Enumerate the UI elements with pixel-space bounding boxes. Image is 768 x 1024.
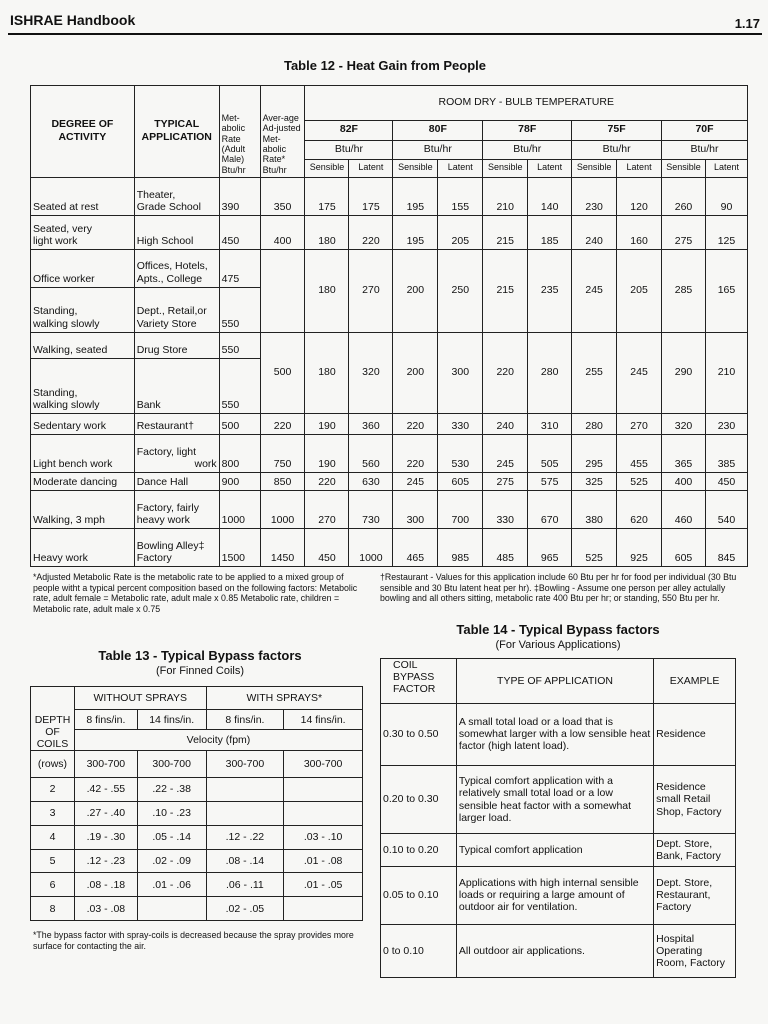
table-row — [31, 332, 748, 359]
cell-line: Seated at rest — [33, 200, 99, 213]
adjusted-rate-cell — [260, 249, 305, 332]
heat-gain-value: 630 — [349, 472, 393, 490]
heat-gain-value: 220 — [393, 414, 438, 434]
velocity-range: 300-700 — [206, 751, 284, 778]
application-type: Typical comfort application with a relatively small total load or a low sensible heat factor with a somewhat larger load. — [456, 765, 653, 834]
application-cell — [134, 215, 219, 249]
heat-gain-value: 180 — [305, 249, 349, 332]
heat-gain-value: 330 — [483, 491, 528, 529]
heat-gain-value: 280 — [528, 332, 572, 414]
heat-gain-value: 215 — [483, 215, 528, 249]
cell-line: Walking, seated — [33, 344, 108, 357]
heat-gain-value: 230 — [572, 178, 617, 216]
cell-line: work — [194, 457, 217, 470]
coil-depth-cell: 8 — [31, 897, 75, 921]
temp-78f: 78F — [483, 120, 572, 140]
application-example: Hospital Operating Room, Factory — [654, 924, 736, 977]
application-type: All outdoor air applications. — [456, 924, 653, 977]
bypass-factor-value: .12 - .22 — [206, 825, 284, 849]
cell-line: Walking, 3 mph — [33, 514, 105, 527]
table-row — [31, 801, 363, 825]
activity-cell — [31, 332, 135, 359]
table-12-body — [31, 178, 748, 567]
heat-gain-value: 220 — [349, 215, 393, 249]
heat-gain-value: 245 — [617, 332, 662, 414]
metabolic-rate-cell: 550 — [219, 332, 260, 359]
heat-gain-value: 845 — [705, 529, 747, 567]
adjusted-rate-cell: 1450 — [260, 529, 305, 567]
table-row — [381, 924, 736, 977]
heat-gain-value: 240 — [572, 215, 617, 249]
heat-gain-value: 245 — [572, 249, 617, 332]
sensible-label: Sensible — [483, 159, 528, 177]
table-13-body — [31, 778, 363, 921]
cell-line: heavy work — [136, 514, 190, 527]
heat-gain-value: 620 — [617, 491, 662, 529]
header-rule — [8, 33, 762, 35]
bypass-factor-value: .03 - .10 — [284, 825, 363, 849]
heat-gain-value: 505 — [528, 434, 572, 472]
heat-gain-value: 195 — [393, 215, 438, 249]
temp-80f: 80F — [393, 120, 483, 140]
heat-gain-value: 120 — [617, 178, 662, 216]
heat-gain-value: 205 — [438, 215, 483, 249]
activity-cell — [31, 359, 135, 414]
coil-depth-cell: 2 — [31, 778, 75, 802]
latent-label: Latent — [617, 159, 662, 177]
application-type: Typical comfort application — [456, 834, 653, 867]
activity-cell — [31, 434, 135, 472]
heat-gain-value: 260 — [662, 178, 706, 216]
bypass-factor-value: .05 - .14 — [137, 825, 206, 849]
adjusted-rate-cell: 1000 — [260, 491, 305, 529]
temp-75f: 75F — [572, 120, 662, 140]
table-12-footnote-right: †Restaurant - Values for this application include 60 Btu per hr for food per individual (30 Btu sensible and 30 Btu latent heat per hr). ‡Bowling - Assume one person per alley actulally bowling and all others sitting, metabolic rate 400 Btu per hr; or standing, 550 Btu per hr. — [380, 572, 737, 604]
bypass-factor-value: .12 - .23 — [74, 849, 137, 873]
velocity-range: 300-700 — [74, 751, 137, 778]
cell-line: Moderate dancing — [33, 476, 118, 489]
cell-line: Bowling Alley‡ — [136, 539, 205, 552]
bypass-factor-range: 0.30 to 0.50 — [381, 704, 457, 766]
heat-gain-value: 280 — [572, 414, 617, 434]
coil-depth-cell: 5 — [31, 849, 75, 873]
heat-gain-value: 240 — [483, 414, 528, 434]
heat-gain-value: 190 — [305, 414, 349, 434]
heat-gain-value: 205 — [617, 249, 662, 332]
heat-gain-value: 90 — [705, 178, 747, 216]
cell-line: Variety Store — [136, 317, 197, 330]
heat-gain-value: 400 — [662, 472, 706, 490]
coil-depth-cell: 4 — [31, 825, 75, 849]
heat-gain-value: 255 — [572, 332, 617, 414]
bypass-factor-value: .02 - .05 — [206, 897, 284, 921]
bypass-factor-value: .02 - .09 — [137, 849, 206, 873]
heat-gain-value: 380 — [572, 491, 617, 529]
table-row — [31, 249, 748, 287]
bypass-factor-value: .10 - .23 — [137, 801, 206, 825]
table-row — [381, 765, 736, 834]
activity-cell — [31, 287, 135, 332]
application-cell — [134, 287, 219, 332]
table-row — [31, 529, 748, 567]
metabolic-rate-cell: 1500 — [219, 529, 260, 567]
cell-line: Offices, Hotels, — [136, 260, 208, 273]
bypass-factor-range: 0.10 to 0.20 — [381, 834, 457, 867]
heat-gain-value: 605 — [438, 472, 483, 490]
page-number: 1.17 — [734, 16, 760, 31]
heat-gain-value: 360 — [349, 414, 393, 434]
fins-14-label: 14 fins/in. — [284, 709, 363, 730]
heat-gain-value: 485 — [483, 529, 528, 567]
adjusted-rate-cell: 400 — [260, 215, 305, 249]
heat-gain-value: 525 — [617, 472, 662, 490]
heat-gain-value: 730 — [349, 491, 393, 529]
cell-line: Light bench work — [33, 457, 113, 470]
unit-label: Btu/hr — [305, 141, 393, 159]
sensible-label: Sensible — [393, 159, 438, 177]
activity-cell — [31, 215, 135, 249]
bypass-factor-value — [284, 778, 363, 802]
bypass-factor-range: 0 to 0.10 — [381, 924, 457, 977]
temp-70f: 70F — [662, 120, 748, 140]
heat-gain-value: 300 — [438, 332, 483, 414]
application-example: Residence small Retail Shop, Factory — [654, 765, 736, 834]
bypass-factor-value: .06 - .11 — [206, 873, 284, 897]
coil-depth-cell: 3 — [31, 801, 75, 825]
heat-gain-value: 460 — [662, 491, 706, 529]
application-cell — [134, 249, 219, 287]
application-cell — [134, 414, 219, 434]
table-row — [31, 472, 748, 490]
table-row — [381, 704, 736, 766]
cell-line: Seated, very — [33, 222, 92, 235]
table-13-subtitle: (For Finned Coils) — [155, 665, 245, 677]
velocity-range: 300-700 — [284, 751, 363, 778]
heat-gain-value: 540 — [705, 491, 747, 529]
table-13-footnote: *The bypass factor with spray-coils is decreased because the spray provides more surface for contacting the air. — [33, 930, 354, 951]
heat-gain-value: 320 — [349, 332, 393, 414]
heat-gain-value: 140 — [528, 178, 572, 216]
bypass-factor-value — [137, 897, 206, 921]
heat-gain-value: 330 — [438, 414, 483, 434]
heat-gain-value: 185 — [528, 215, 572, 249]
velocity-range: 300-700 — [137, 751, 206, 778]
cell-line: High School — [136, 234, 194, 247]
heat-gain-value: 195 — [393, 178, 438, 216]
metabolic-rate-cell: 450 — [219, 215, 260, 249]
cell-line: Grade School — [136, 200, 201, 213]
heat-gain-value: 270 — [617, 414, 662, 434]
heat-gain-value: 245 — [483, 434, 528, 472]
latent-label: Latent — [528, 159, 572, 177]
heat-gain-value: 560 — [349, 434, 393, 472]
heat-gain-value: 245 — [393, 472, 438, 490]
col-adjusted-metabolic-rate: Aver-age Ad-justed Met-abolic Rate* Btu/hr — [260, 86, 305, 178]
adjusted-rate-cell: 500 — [260, 332, 305, 414]
adjusted-rate-cell: 350 — [260, 178, 305, 216]
application-cell — [134, 491, 219, 529]
bypass-factor-value: .27 - .40 — [74, 801, 137, 825]
heat-gain-value: 605 — [662, 529, 706, 567]
fins-8-label: 8 fins/in. — [74, 709, 137, 730]
heat-gain-value: 175 — [349, 178, 393, 216]
table-row — [31, 434, 748, 472]
cell-line: Dance Hall — [136, 476, 189, 489]
coil-depth-cell: 6 — [31, 873, 75, 897]
cell-line: Drug Store — [136, 344, 188, 357]
latent-label: Latent — [438, 159, 483, 177]
bypass-factor-value — [206, 778, 284, 802]
heat-gain-value: 190 — [305, 434, 349, 472]
table-row — [31, 178, 748, 216]
col-typical-application: TYPICAL APPLICATION — [134, 86, 219, 178]
heat-gain-value: 295 — [572, 434, 617, 472]
heat-gain-value: 530 — [438, 434, 483, 472]
unit-label: Btu/hr — [572, 141, 662, 159]
application-example: Dept. Store, Restaurant, Factory — [654, 867, 736, 924]
table-row — [31, 897, 363, 921]
heat-gain-value: 165 — [705, 249, 747, 332]
cell-line: light work — [33, 234, 78, 247]
heat-gain-value: 270 — [305, 491, 349, 529]
table-14-title: Table 14 - Typical Bypass factors — [456, 622, 660, 637]
metabolic-rate-cell: 1000 — [219, 491, 260, 529]
activity-cell — [31, 414, 135, 434]
heat-gain-value: 985 — [438, 529, 483, 567]
heat-gain-value: 455 — [617, 434, 662, 472]
application-cell — [134, 332, 219, 359]
table-row — [31, 873, 363, 897]
heat-gain-value: 200 — [393, 249, 438, 332]
sensible-label: Sensible — [662, 159, 706, 177]
rows-label: (rows) — [31, 751, 75, 778]
adjusted-rate-cell: 750 — [260, 434, 305, 472]
col-metabolic-rate: Met-abolic Rate (Adult Male) Btu/hr — [219, 86, 260, 178]
heat-gain-value: 215 — [483, 249, 528, 332]
table-row — [31, 414, 748, 434]
application-example: Residence — [654, 704, 736, 766]
table-13-title: Table 13 - Typical Bypass factors — [98, 648, 302, 663]
heat-gain-value: 325 — [572, 472, 617, 490]
cell-line: Standing, — [33, 387, 78, 400]
adjusted-rate-cell: 850 — [260, 472, 305, 490]
heat-gain-value: 275 — [483, 472, 528, 490]
activity-cell — [31, 178, 135, 216]
bypass-factor-value: .22 - .38 — [137, 778, 206, 802]
heat-gain-value: 700 — [438, 491, 483, 529]
velocity-heading: Velocity (fpm) — [74, 730, 362, 751]
heat-gain-value: 965 — [528, 529, 572, 567]
fins-8-label: 8 fins/in. — [206, 709, 284, 730]
col-type-of-application: TYPE OF APPLICATION — [456, 659, 653, 704]
cell-line: Standing, — [33, 305, 78, 318]
handbook-title: ISHRAE Handbook — [10, 12, 136, 28]
table-row — [31, 778, 363, 802]
heat-gain-value: 670 — [528, 491, 572, 529]
table-row — [31, 215, 748, 249]
room-dry-bulb-heading: ROOM DRY - BULB TEMPERATURE — [305, 86, 748, 121]
table-row — [31, 825, 363, 849]
activity-cell — [31, 529, 135, 567]
heat-gain-value: 310 — [528, 414, 572, 434]
cell-line: Sedentary work — [33, 419, 106, 432]
bypass-factor-value — [206, 801, 284, 825]
latent-label: Latent — [349, 159, 393, 177]
col-example: EXAMPLE — [654, 659, 736, 704]
bypass-factor-value: .08 - .18 — [74, 873, 137, 897]
bypass-factor-value: .03 - .08 — [74, 897, 137, 921]
heat-gain-value: 285 — [662, 249, 706, 332]
unit-label: Btu/hr — [662, 141, 748, 159]
bypass-factor-value: .19 - .30 — [74, 825, 137, 849]
application-cell — [134, 178, 219, 216]
metabolic-rate-cell: 550 — [219, 287, 260, 332]
heat-gain-value: 320 — [662, 414, 706, 434]
heat-gain-value: 250 — [438, 249, 483, 332]
bypass-factor-value: .01 - .06 — [137, 873, 206, 897]
heat-gain-value: 385 — [705, 434, 747, 472]
metabolic-rate-cell: 390 — [219, 178, 260, 216]
table-12-heat-gain — [30, 85, 748, 567]
table-row — [31, 849, 363, 873]
heat-gain-value: 450 — [305, 529, 349, 567]
bypass-factor-range: 0.20 to 0.30 — [381, 765, 457, 834]
heat-gain-value: 220 — [483, 332, 528, 414]
bypass-factor-value — [284, 897, 363, 921]
application-cell — [134, 472, 219, 490]
col-depth-of-coils: DEPTH OF COILS — [31, 687, 75, 751]
heat-gain-value: 235 — [528, 249, 572, 332]
heat-gain-value: 465 — [393, 529, 438, 567]
metabolic-rate-cell: 900 — [219, 472, 260, 490]
cell-line: Dept., Retail,or — [136, 305, 207, 318]
unit-label: Btu/hr — [483, 141, 572, 159]
heat-gain-value: 220 — [305, 472, 349, 490]
heat-gain-value: 175 — [305, 178, 349, 216]
application-example: Dept. Store, Bank, Factory — [654, 834, 736, 867]
bypass-factor-value: .01 - .05 — [284, 873, 363, 897]
table-12-title: Table 12 - Heat Gain from People — [283, 58, 487, 73]
table-14-subtitle: (For Various Applications) — [495, 639, 621, 651]
cell-line: Factory, light — [136, 445, 197, 458]
cell-line: Heavy work — [33, 551, 88, 564]
fins-14-label: 14 fins/in. — [137, 709, 206, 730]
heat-gain-value: 575 — [528, 472, 572, 490]
metabolic-rate-cell: 475 — [219, 249, 260, 287]
heat-gain-value: 290 — [662, 332, 706, 414]
cell-line: Apts., College — [136, 272, 203, 285]
cell-line: walking slowly — [33, 399, 100, 412]
bypass-factor-value: .42 - .55 — [74, 778, 137, 802]
heat-gain-value: 925 — [617, 529, 662, 567]
cell-line: Bank — [136, 399, 161, 412]
bypass-factor-value: .08 - .14 — [206, 849, 284, 873]
activity-cell — [31, 491, 135, 529]
cell-line: Theater, — [136, 188, 176, 201]
col-coil-bypass-factor: COIL BYPASS FACTOR — [381, 659, 457, 704]
table-row — [381, 867, 736, 924]
latent-label: Latent — [705, 159, 747, 177]
cell-line: Factory — [136, 551, 172, 564]
heat-gain-value: 450 — [705, 472, 747, 490]
metabolic-rate-cell: 550 — [219, 359, 260, 414]
table-14-bypass-applications — [380, 658, 736, 978]
application-type: Applications with high internal sensible loads or requiring a large amount of outdoor air for ventilation. — [456, 867, 653, 924]
cell-line: walking slowly — [33, 317, 100, 330]
application-cell — [134, 434, 219, 472]
heat-gain-value: 365 — [662, 434, 706, 472]
sensible-label: Sensible — [572, 159, 617, 177]
table-14-body — [381, 704, 736, 978]
with-sprays-heading: WITH SPRAYS* — [206, 687, 362, 710]
heat-gain-value: 210 — [483, 178, 528, 216]
sensible-label: Sensible — [305, 159, 349, 177]
cell-line: Factory, fairly — [136, 501, 199, 514]
heat-gain-value: 180 — [305, 215, 349, 249]
bypass-factor-range: 0.05 to 0.10 — [381, 867, 457, 924]
table-row — [31, 491, 748, 529]
table-13-bypass-finned — [30, 686, 363, 921]
bypass-factor-value: .01 - .08 — [284, 849, 363, 873]
heat-gain-value: 210 — [705, 332, 747, 414]
without-sprays-heading: WITHOUT SPRAYS — [74, 687, 206, 710]
heat-gain-value: 155 — [438, 178, 483, 216]
heat-gain-value: 160 — [617, 215, 662, 249]
application-cell — [134, 359, 219, 414]
heat-gain-value: 270 — [349, 249, 393, 332]
table-12-footnote-left: *Adjusted Metabolic Rate is the metabolic rate to be applied to a mixed group of people witht a typical percent composition based on the following factors: Metabolic rate, adult female = Metabolic rate, adult male x 0.85 Metabolic rate, children = Metabolic rate, adult male x 0.75 — [33, 572, 358, 614]
activity-cell — [31, 472, 135, 490]
col-degree-of-activity: DEGREE OF ACTIVITY — [31, 86, 135, 178]
adjusted-rate-cell: 220 — [260, 414, 305, 434]
activity-cell — [31, 249, 135, 287]
heat-gain-value: 275 — [662, 215, 706, 249]
bypass-factor-value — [284, 801, 363, 825]
heat-gain-value: 180 — [305, 332, 349, 414]
heat-gain-value: 300 — [393, 491, 438, 529]
heat-gain-value: 230 — [705, 414, 747, 434]
heat-gain-value: 125 — [705, 215, 747, 249]
application-cell — [134, 529, 219, 567]
table-row — [381, 834, 736, 867]
application-type: A small total load or a load that is somewhat larger with a low sensible heat factor (high latent load). — [456, 704, 653, 766]
temp-82f: 82F — [305, 120, 393, 140]
heat-gain-value: 220 — [393, 434, 438, 472]
heat-gain-value: 1000 — [349, 529, 393, 567]
unit-label: Btu/hr — [393, 141, 483, 159]
heat-gain-value: 200 — [393, 332, 438, 414]
cell-line: Office worker — [33, 272, 95, 285]
heat-gain-value: 525 — [572, 529, 617, 567]
cell-line: Restaurant† — [136, 419, 194, 432]
metabolic-rate-cell: 800 — [219, 434, 260, 472]
metabolic-rate-cell: 500 — [219, 414, 260, 434]
